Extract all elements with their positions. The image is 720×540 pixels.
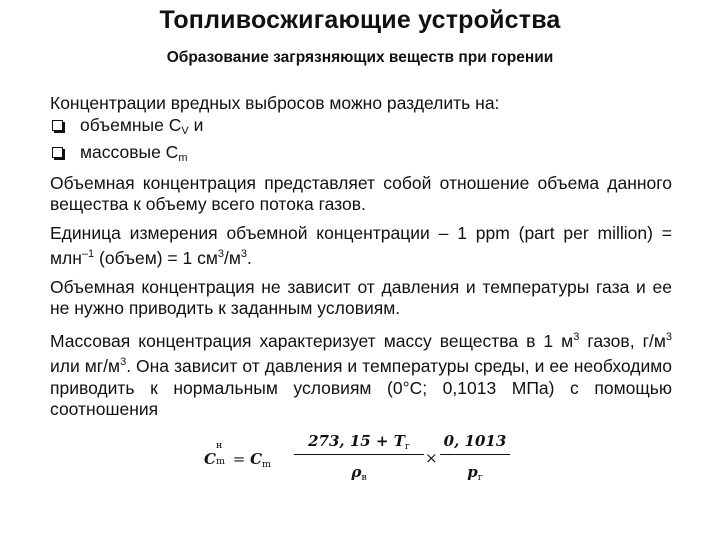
formula-text: 273, 15 + T	[308, 432, 405, 450]
normalization-formula	[204, 430, 514, 486]
slide-title: Топливосжигающие устройства	[159, 6, 561, 34]
formula-symbol: p	[467, 463, 478, 481]
checkbox-bullet-icon	[52, 120, 63, 131]
intro-text: Концентрации вредных выбросов можно разделить на:	[50, 93, 500, 113]
text-run: .	[247, 248, 252, 268]
formula-superscript: н	[216, 440, 223, 451]
superscript: 3	[240, 248, 248, 260]
paragraph-mass-concentration	[50, 327, 672, 421]
fraction-denominator	[440, 461, 510, 483]
text-run: /м	[224, 248, 241, 268]
list-item-text: объемные С	[80, 114, 182, 135]
text-run: или мг/м	[50, 356, 121, 376]
formula-subscript: в	[361, 472, 367, 483]
list-item	[50, 142, 672, 170]
paragraph-volume-definition: Объемная концентрация представляет собой отношение объема данного вещества к объему всего потока газов.	[50, 172, 672, 214]
checkbox-bullet-icon	[52, 147, 63, 158]
text-run: (объем) = 1 см	[94, 248, 218, 268]
list-item-subscript: m	[178, 152, 188, 164]
superscript: –1	[81, 248, 95, 260]
concentration-types-list	[50, 115, 672, 170]
paragraph-volume-independence: Объемная концентрация не зависит от давления и температуры газа и ее не нужно приводить к заданным условиям.	[50, 276, 672, 318]
fraction-numerator: 0, 1013	[443, 432, 507, 450]
formula-fraction-temperature	[294, 430, 424, 483]
formula-lhs	[204, 440, 272, 470]
slide-subtitle: Образование загрязняющих веществ при горении	[166, 49, 554, 66]
formula-symbol: ρ	[351, 463, 362, 481]
formula-subscript: г	[477, 472, 483, 483]
fraction-bar	[440, 454, 510, 455]
formula-subscript: m	[262, 459, 272, 470]
list-item-subscript: V	[181, 124, 189, 137]
fraction-numerator	[294, 430, 424, 452]
formula-times: ×	[425, 449, 438, 467]
paragraph-ppm-unit	[50, 223, 672, 270]
list-item	[50, 115, 672, 143]
fraction-bar	[294, 454, 424, 455]
superscript: 3	[217, 248, 225, 260]
formula-lhs-term	[204, 440, 226, 468]
formula-fraction-pressure	[440, 430, 510, 483]
list-item-text: массовые С	[80, 142, 179, 162]
fraction-denominator	[294, 461, 424, 483]
formula-equals: =	[227, 450, 251, 468]
text-run: Единица измерения объемной концентрации – 1 ppm (part per million) = млн	[50, 222, 672, 268]
formula-subscript: г	[404, 441, 410, 452]
formula-subscript: m	[216, 456, 226, 467]
superscript: 3	[120, 356, 127, 368]
list-item-tail: и	[188, 114, 204, 135]
text-run: . Она зависит от давления и температуры среды, и ее необходимо приводить к нормальным условиям (0°С; 0,1013 МПа) с помощью соотношения	[50, 356, 673, 419]
superscript: 3	[665, 330, 672, 343]
formula-symbol: C	[204, 450, 216, 468]
text-run: Массовая концентрация характеризует массу вещества в 1 м	[50, 330, 574, 351]
slide-body	[50, 93, 672, 421]
text-run: газов, г/м	[579, 330, 666, 351]
formula-symbol: C	[250, 450, 263, 468]
superscript: 3	[573, 330, 580, 343]
